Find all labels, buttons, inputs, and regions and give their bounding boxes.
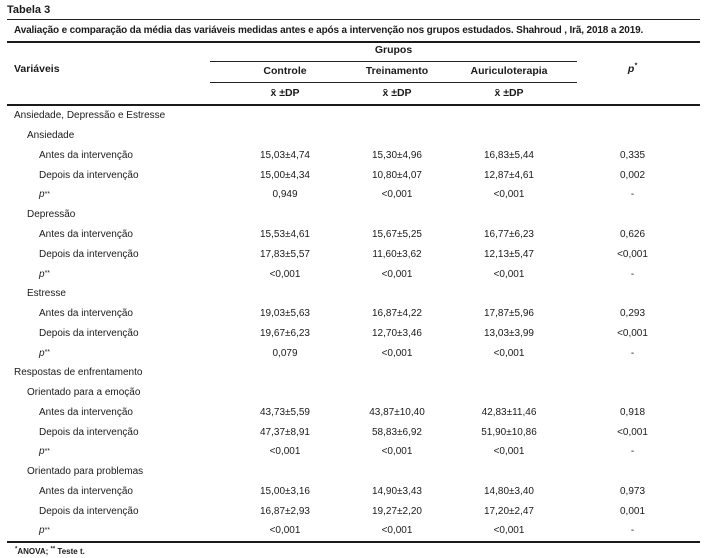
p-value-cell	[565, 205, 700, 225]
row-label-cell: Depois da intervenção	[39, 426, 139, 438]
column-header-treinamento: Treinamento	[365, 65, 429, 77]
p-value-cell: <0,001	[617, 426, 648, 438]
row-label-cell: Antes da intervenção	[39, 228, 133, 240]
value-cell: 15,00±3,16	[260, 485, 310, 497]
value-cell: 16,87±4,22	[372, 308, 422, 320]
p-value-cell: <0,001	[617, 327, 648, 339]
value-cell	[453, 106, 565, 126]
p-value-cell: 0,001	[619, 505, 646, 517]
table-caption: Avaliação e comparação da média das variáveis medidas antes e após a intervenção nos grupos estudados. Shahroud , Irã, 2018 a 2019.	[7, 20, 700, 43]
row-label-cell: Antes da intervenção	[39, 308, 133, 320]
p-value-cell: <0,001	[617, 248, 648, 260]
value-cell: 43,87±10,40	[369, 406, 425, 418]
value-cell	[341, 284, 453, 304]
value-cell: 19,03±5,63	[260, 308, 310, 320]
value-cell	[229, 462, 341, 482]
value-cell: 12,13±5,47	[484, 248, 534, 260]
value-cell	[341, 383, 453, 403]
value-cell: 19,67±6,23	[260, 327, 310, 339]
p-value-cell	[565, 106, 700, 126]
row-label-cell: p **	[39, 525, 51, 537]
row-label-cell: Respostas de enfrentamento	[14, 367, 143, 379]
p-value-cell	[565, 363, 700, 383]
stat-label: x̄ ±DP	[382, 87, 412, 99]
footnote-text: ANOVA;	[17, 546, 51, 556]
p-value-cell	[565, 126, 700, 146]
footnote-superscript: *	[15, 546, 18, 553]
value-cell: 10,80±4,07	[372, 169, 422, 181]
value-cell: <0,001	[381, 268, 413, 280]
value-cell: <0,001	[381, 525, 413, 537]
value-cell: <0,001	[381, 347, 413, 359]
row-label-cell: Depois da intervenção	[39, 327, 139, 339]
value-cell: 15,00±4,34	[260, 169, 310, 181]
p-value-cell: 0,002	[619, 169, 646, 181]
value-cell: <0,001	[493, 268, 525, 280]
footnote-text: Teste t.	[55, 546, 85, 556]
value-cell: 15,53±4,61	[260, 228, 310, 240]
value-cell: <0,001	[493, 525, 525, 537]
p-value-cell	[565, 462, 700, 482]
column-header-p	[565, 63, 700, 75]
value-cell: 0,079	[272, 347, 298, 359]
stat-label: x̄ ±DP	[270, 87, 300, 99]
p-value-cell: 0,293	[619, 308, 646, 320]
row-label-cell: Ansiedade	[27, 130, 75, 142]
value-cell: 12,87±4,61	[484, 169, 534, 181]
value-cell	[453, 363, 565, 383]
table-footnote	[7, 541, 700, 556]
value-cell: <0,001	[269, 525, 301, 537]
value-cell	[453, 284, 565, 304]
row-label-cell: Depois da intervenção	[39, 248, 139, 260]
value-cell	[341, 126, 453, 146]
value-cell: 15,03±4,74	[260, 149, 310, 161]
value-cell: <0,001	[381, 446, 413, 458]
table-header	[7, 43, 700, 106]
row-label-cell: Depois da intervenção	[39, 169, 139, 181]
value-cell: 58,83±6,92	[372, 426, 422, 438]
value-cell: 16,77±6,23	[484, 228, 534, 240]
column-header-controle: Controle	[263, 65, 307, 77]
value-cell: 14,80±3,40	[484, 485, 534, 497]
value-cell: 17,87±5,96	[484, 308, 534, 320]
p-label: p	[627, 63, 635, 75]
value-cell	[229, 383, 341, 403]
value-cell: 19,27±2,20	[372, 505, 422, 517]
value-cell: 51,90±10,86	[481, 426, 537, 438]
row-label-cell: Antes da intervenção	[39, 485, 133, 497]
value-cell: 12,70±3,46	[372, 327, 422, 339]
p-value-cell: 0,918	[619, 406, 646, 418]
p-value-cell	[565, 383, 700, 403]
value-cell	[229, 106, 341, 126]
value-cell: 17,20±2,47	[484, 505, 534, 517]
row-label-cell: Estresse	[27, 288, 66, 300]
value-cell	[229, 205, 341, 225]
value-cell	[453, 126, 565, 146]
p-value-cell: -	[630, 347, 635, 359]
footnote-superscript: **	[50, 546, 56, 553]
value-cell: 16,87±2,93	[260, 505, 310, 517]
value-cell: 15,67±5,25	[372, 228, 422, 240]
row-label-cell: p **	[39, 446, 51, 458]
value-cell	[453, 462, 565, 482]
p-value-cell: -	[630, 268, 635, 280]
row-label-cell: Depois da intervenção	[39, 505, 139, 517]
row-label-cell: p **	[39, 268, 51, 280]
value-cell	[341, 462, 453, 482]
row-label-cell: Ansiedade, Depressão e Estresse	[14, 110, 166, 122]
value-cell: <0,001	[493, 189, 525, 201]
value-cell	[229, 363, 341, 383]
value-cell	[229, 284, 341, 304]
row-label-cell: p **	[39, 347, 51, 359]
p-value-cell: -	[630, 446, 635, 458]
row-label-cell: Depressão	[27, 209, 76, 221]
value-cell	[453, 205, 565, 225]
groups-underline	[210, 61, 577, 62]
value-cell: <0,001	[269, 268, 301, 280]
value-cell	[229, 126, 341, 146]
row-label-cell: Orientado para problemas	[27, 466, 144, 478]
value-cell: 47,37±8,91	[260, 426, 310, 438]
value-cell	[341, 106, 453, 126]
value-cell: 14,90±3,43	[372, 485, 422, 497]
value-cell: 0,949	[272, 189, 298, 201]
value-cell: <0,001	[493, 446, 525, 458]
group-columns-underline	[210, 82, 577, 83]
value-cell	[341, 205, 453, 225]
value-cell: <0,001	[269, 446, 301, 458]
p-value-cell: 0,973	[619, 485, 646, 497]
value-cell	[453, 383, 565, 403]
stat-label: x̄ ±DP	[494, 87, 524, 99]
value-cell: <0,001	[381, 189, 413, 201]
value-cell: 42,83±11,46	[481, 406, 537, 418]
p-value-cell: 0,335	[619, 149, 646, 161]
p-value-cell: -	[630, 525, 635, 537]
row-label-cell: Orientado para a emoção	[27, 387, 141, 399]
paper-table	[7, 0, 700, 556]
value-cell: 11,60±3,62	[372, 248, 422, 260]
column-header-grupos: Grupos	[374, 44, 413, 56]
row-label-cell: Antes da intervenção	[39, 406, 133, 418]
value-cell: 15,30±4,96	[372, 149, 422, 161]
p-value-cell: 0,626	[619, 228, 646, 240]
table-number-title: Tabela 3	[7, 0, 700, 20]
value-cell: 13,03±3,99	[484, 327, 534, 339]
row-label-cell: Antes da intervenção	[39, 149, 133, 161]
column-header-variaveis: Variáveis	[14, 63, 60, 75]
row-label-cell: p **	[39, 189, 51, 201]
p-value-cell: -	[630, 189, 635, 201]
value-cell: 17,83±5,57	[260, 248, 310, 260]
value-cell: 43,73±5,59	[260, 406, 310, 418]
column-header-auriculoterapia: Auriculoterapia	[470, 65, 548, 77]
p-value-cell	[565, 284, 700, 304]
value-cell: <0,001	[493, 347, 525, 359]
p-superscript: *	[634, 62, 638, 70]
value-cell	[341, 363, 453, 383]
value-cell: 16,83±5,44	[484, 149, 534, 161]
table-body	[7, 106, 700, 541]
